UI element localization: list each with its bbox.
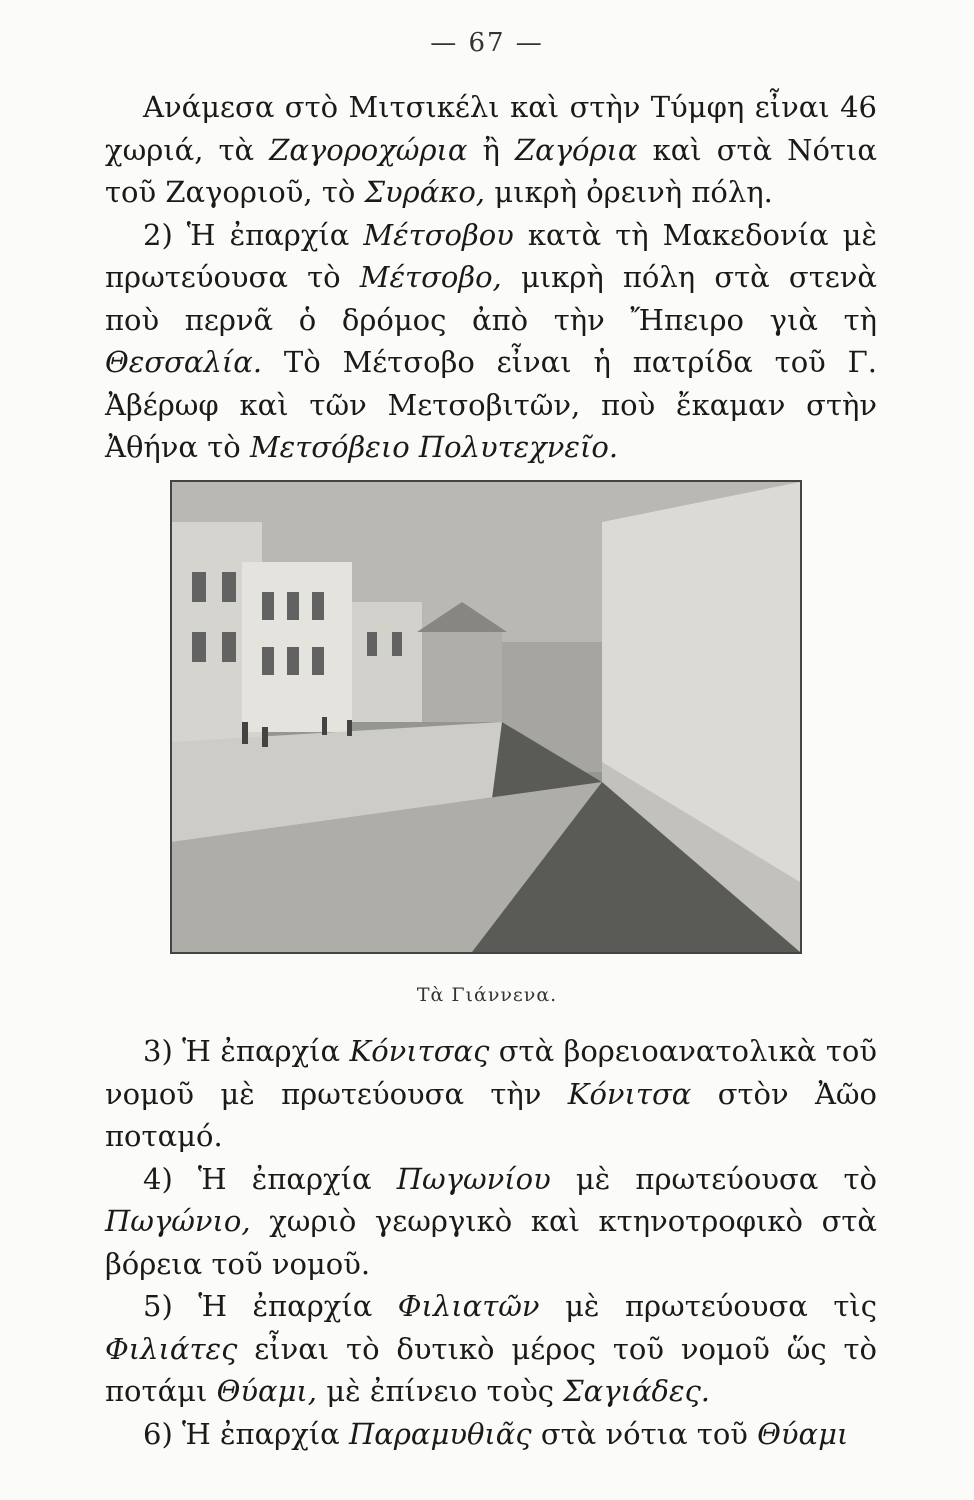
place-name: Ζαγοροχώρια bbox=[269, 132, 468, 167]
text: 5) Ἡ ἐπαρχία bbox=[143, 1289, 373, 1323]
text: μικρὴ ὀρεινὴ πόλη. bbox=[494, 175, 773, 209]
ioannina-photo bbox=[170, 480, 802, 954]
text: μὲ πρωτεύουσα τὸ bbox=[575, 1161, 877, 1196]
paragraph-pogoni bbox=[105, 1158, 877, 1286]
place-name: Πωγωνίου bbox=[396, 1161, 551, 1196]
place-name: Φιλιάτες bbox=[105, 1331, 238, 1366]
text: κατὰ τὴ Μακεδονία μὲ πρωτεύουσα τὸ bbox=[105, 217, 878, 294]
place-name: Μέτσοβου bbox=[363, 217, 514, 252]
text: χωριὸ γεωργικὸ καὶ κτηνοτροφικὸ στὰ βόρεια τοῦ νομοῦ. bbox=[105, 1204, 878, 1281]
text: Ανάμεσα στὸ Μιτσικέλι καὶ στὴν Τύμφη εἶναι 46 χωριά, τὰ bbox=[105, 90, 877, 167]
place-name: Συράκο, bbox=[364, 175, 486, 209]
place-name: Ζαγόρια bbox=[514, 132, 638, 167]
text: μικρὴ πόλη στὰ στενὰ ποὺ περνᾶ ὁ δρόμος ἀπὸ τὴν Ἤπειρο γιὰ τὴ bbox=[105, 260, 877, 337]
page-number: — 67 — bbox=[430, 28, 544, 58]
place-name: Θύαμι, bbox=[216, 1374, 318, 1408]
text: καὶ στὰ Νότια τοῦ Ζαγοριοῦ, τὸ bbox=[105, 132, 878, 209]
place-name: Μέτσοβο, bbox=[359, 260, 502, 294]
paragraph-metsovo bbox=[105, 214, 877, 469]
place-name: Κόνιτσας bbox=[349, 1034, 490, 1068]
text: 2) Ἡ ἐπαρχία bbox=[143, 217, 350, 252]
place-name: Φιλιατῶν bbox=[397, 1289, 540, 1323]
text: στὰ νότια τοῦ bbox=[540, 1416, 748, 1451]
place-name: Κόνιτσα bbox=[567, 1076, 692, 1111]
photo-illustration bbox=[172, 482, 800, 952]
text: στὸν Ἀῶο ποταμό. bbox=[105, 1076, 878, 1153]
text: μὲ ἐπίνειο τοὺς bbox=[326, 1374, 554, 1408]
place-name: Θεσσαλία. bbox=[105, 345, 263, 379]
text: Τὸ Μέτσοβο εἶναι ἡ πατρίδα τοῦ Γ. Ἀβέρωφ καὶ τῶν Μετσοβιτῶν, ποὺ ἔκαμαν στὴν Ἀθήνα τὸ bbox=[105, 345, 877, 464]
photo-caption: Τὰ Γιάννενα. bbox=[416, 984, 558, 1006]
paragraph-paramythia bbox=[105, 1413, 877, 1456]
text: 6) Ἡ ἐπαρχία bbox=[143, 1416, 340, 1451]
intro-text bbox=[105, 86, 877, 469]
paragraph-zagori bbox=[105, 86, 877, 214]
place-name: Πωγώνιο, bbox=[105, 1204, 251, 1238]
place-name: Θύαμι bbox=[757, 1416, 849, 1451]
provinces-list bbox=[105, 1030, 877, 1455]
text: εἶναι τὸ δυτικὸ μέρος τοῦ νομοῦ ὥς τὸ ποτάμι bbox=[105, 1331, 877, 1408]
place-name: Παραμυθιᾶς bbox=[348, 1416, 532, 1451]
text: 4) Ἡ ἐπαρχία bbox=[143, 1161, 372, 1196]
text: ἢ bbox=[482, 132, 500, 167]
text: μὲ πρωτεύουσα τὶς bbox=[565, 1289, 878, 1323]
paragraph-konitsa bbox=[105, 1030, 877, 1158]
paragraph-filiates bbox=[105, 1285, 877, 1413]
place-name: Σαγιάδες. bbox=[563, 1374, 711, 1408]
place-name: Μετσόβειο Πολυτεχνεῖο. bbox=[249, 430, 619, 464]
text: 3) Ἡ ἐπαρχία bbox=[143, 1034, 341, 1068]
text: στὰ βορειοανατολικὰ τοῦ νομοῦ μὲ πρωτεύουσα τὴν bbox=[105, 1034, 877, 1111]
